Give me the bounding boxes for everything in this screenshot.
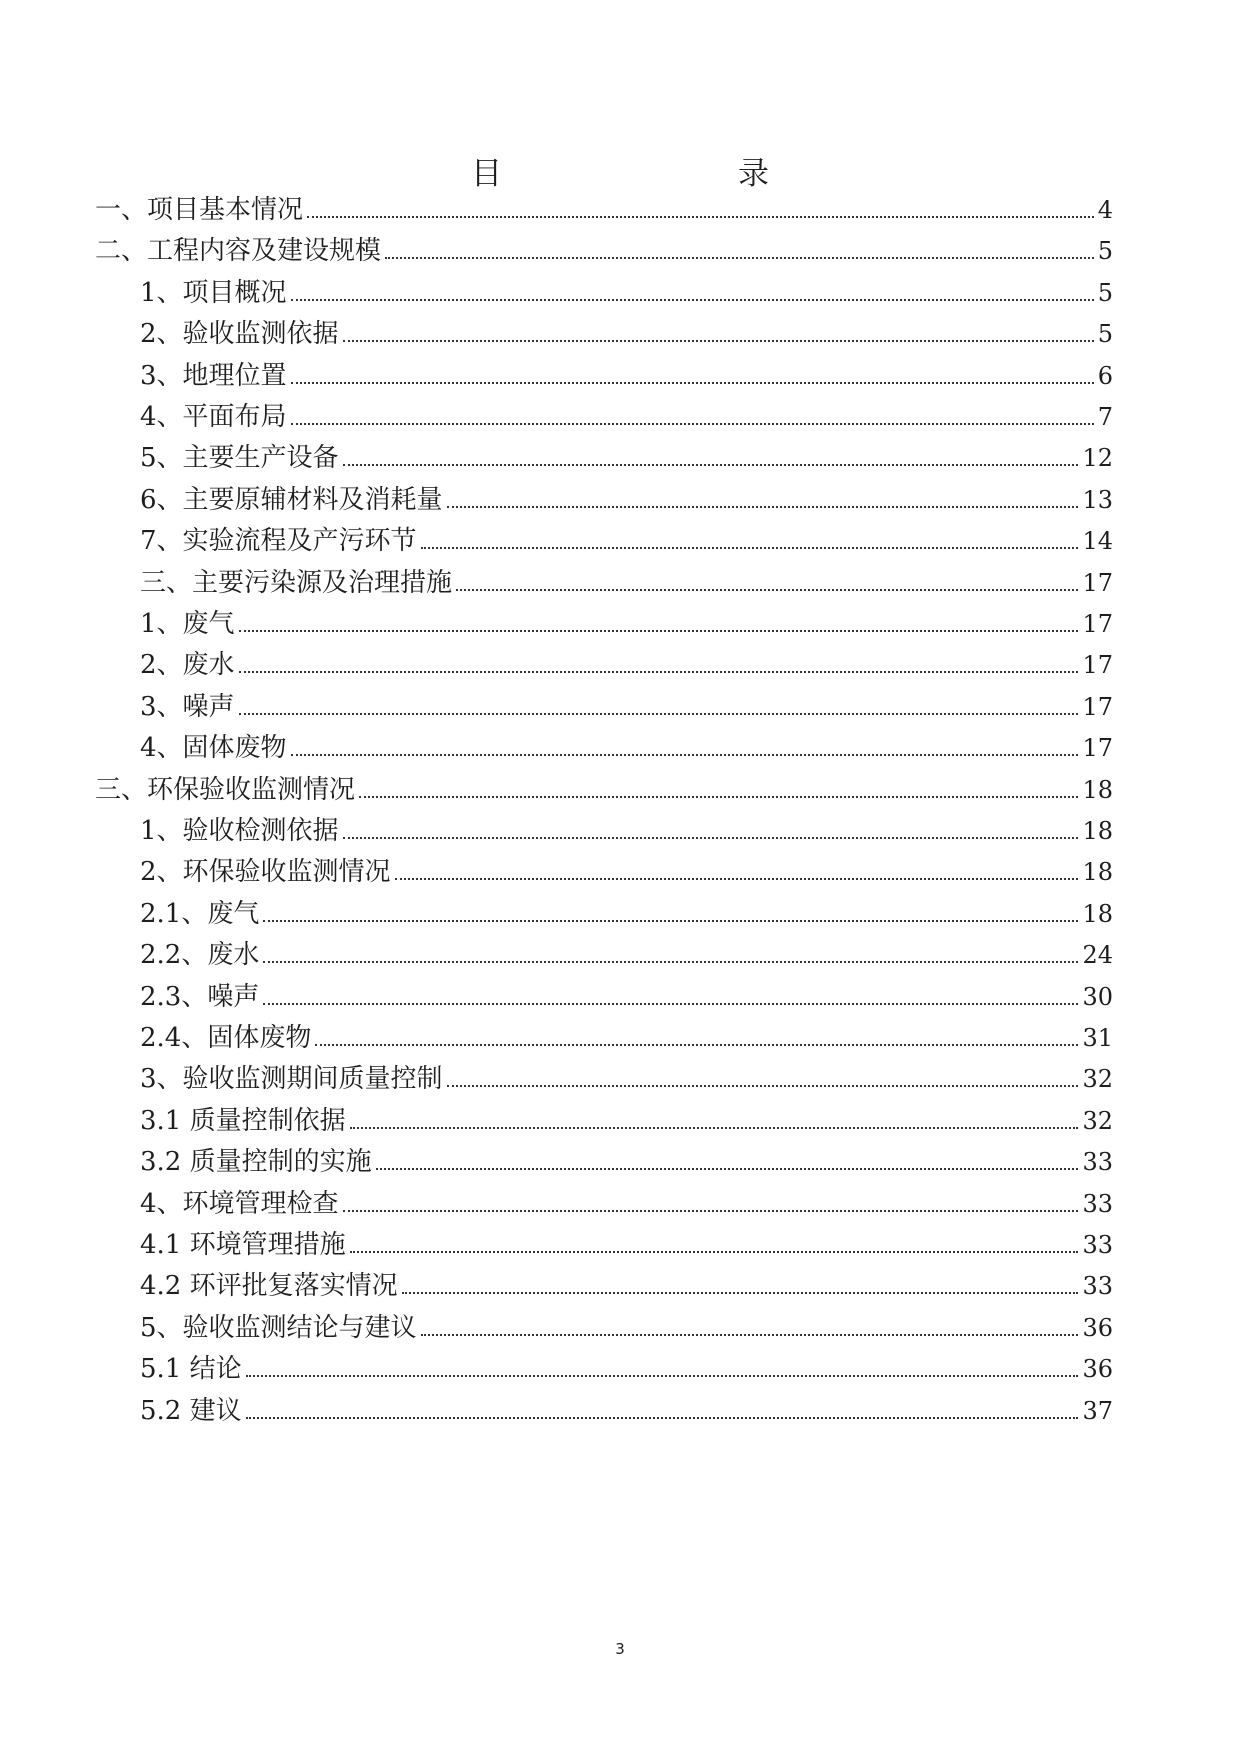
toc-entry[interactable] [140, 1348, 1113, 1384]
toc-entry[interactable] [140, 976, 1113, 1012]
toc-entry[interactable] [140, 520, 1113, 556]
toc-dot-leader [359, 796, 1078, 798]
toc-entry-page: 7 [1097, 403, 1113, 431]
toc-dot-leader [315, 1044, 1078, 1046]
toc-entry-page: 18 [1082, 858, 1113, 887]
toc-entry-label: 5、验收监测结论与建议 [140, 1312, 417, 1343]
toc-entry-label: 2.3、噪声 [140, 981, 260, 1012]
toc-entry-page: 17 [1082, 692, 1113, 721]
toc-dot-leader [343, 340, 1094, 342]
toc-entry-label: 2.2、废水 [140, 940, 260, 971]
toc-entry[interactable] [140, 313, 1113, 349]
toc-dot-leader [421, 1334, 1079, 1336]
toc-dot-leader [263, 961, 1078, 963]
toc-entry[interactable] [140, 272, 1113, 308]
toc-entry-page: 4 [1097, 196, 1113, 224]
toc-entry-label: 三、主要污染源及治理措施 [140, 567, 453, 598]
toc-entry-label: 6、主要原辅材料及消耗量 [140, 484, 443, 515]
toc-entry-label: 二、工程内容及建设规模 [95, 236, 382, 267]
toc-dot-leader [376, 1168, 1079, 1170]
toc-entry-page: 14 [1082, 527, 1113, 556]
toc-entry-page: 18 [1082, 899, 1113, 928]
toc-dot-leader [307, 216, 1094, 218]
toc-entry-label: 3.2 质量控制的实施 [140, 1147, 372, 1178]
toc-entry-page: 18 [1082, 775, 1113, 804]
toc-entry-page: 32 [1082, 1106, 1113, 1135]
toc-entry[interactable] [140, 1390, 1113, 1426]
toc-entry[interactable] [140, 851, 1113, 887]
toc-entry-label: 2.4、固体废物 [140, 1023, 312, 1053]
toc-entry-label: 3、地理位置 [140, 360, 287, 391]
toc-entry[interactable] [140, 355, 1113, 391]
toc-dot-leader [447, 506, 1079, 508]
toc-dot-leader [447, 1085, 1079, 1087]
toc-entry-page: 37 [1082, 1396, 1113, 1425]
toc-entry[interactable] [140, 396, 1113, 432]
toc-dot-leader [239, 630, 1079, 632]
toc-dot-leader [350, 1251, 1079, 1253]
toc-entry-page: 17 [1082, 734, 1113, 763]
toc-entry[interactable] [140, 1141, 1113, 1177]
toc-entry-label: 4.2 环评批复落实情况 [140, 1271, 398, 1302]
toc-entry[interactable] [140, 479, 1113, 515]
toc-entry-page: 5 [1097, 320, 1113, 349]
toc-entry-page: 12 [1082, 444, 1113, 473]
toc-entry[interactable] [140, 893, 1113, 929]
toc-entry[interactable] [95, 189, 1113, 225]
toc-entry[interactable] [140, 1100, 1113, 1136]
toc-dot-leader [291, 423, 1094, 425]
toc-entry-page: 24 [1082, 941, 1113, 970]
toc-entry-label: 4、平面布局 [140, 402, 287, 432]
toc-entry-page: 33 [1082, 1189, 1113, 1218]
toc-entry-page: 36 [1082, 1313, 1113, 1342]
toc-entry-page: 33 [1082, 1231, 1113, 1259]
toc-entry-label: 3、噪声 [140, 691, 235, 722]
toc-entry-label: 2.1、废气 [140, 898, 260, 929]
toc-dot-leader [246, 1417, 1079, 1419]
toc-entry-page: 30 [1082, 982, 1113, 1011]
toc-entry-page: 33 [1082, 1148, 1113, 1177]
toc-entry[interactable] [140, 1183, 1113, 1219]
toc-dot-leader [402, 1292, 1079, 1294]
toc-entry-label: 2、验收监测依据 [140, 319, 339, 350]
toc-dot-leader [291, 382, 1094, 384]
toc-entry-label: 5.2 建议 [140, 1395, 242, 1426]
toc-entry-label: 3、验收监测期间质量控制 [140, 1064, 443, 1095]
toc-entry-page: 17 [1082, 610, 1113, 638]
toc-entry[interactable] [140, 437, 1113, 473]
toc-entry-label: 三、环保验收监测情况 [95, 774, 356, 805]
toc-entry[interactable] [140, 562, 1113, 598]
toc-title: 目 录 [471, 156, 827, 192]
toc-entry[interactable] [95, 769, 1113, 805]
toc-entry[interactable] [140, 1265, 1113, 1301]
toc-entry-page: 5 [1097, 278, 1113, 307]
toc-dot-leader [456, 589, 1078, 591]
toc-entry[interactable] [95, 230, 1113, 266]
toc-entry-label: 一、项目基本情况 [95, 195, 304, 225]
toc-entry-label: 2、废水 [140, 650, 235, 681]
toc-dot-leader [343, 837, 1079, 839]
toc-entry[interactable] [140, 1017, 1113, 1053]
toc-entry[interactable] [140, 603, 1113, 639]
toc-entry[interactable] [140, 1058, 1113, 1094]
toc-entry-page: 13 [1082, 485, 1113, 514]
toc-entry[interactable] [140, 1224, 1113, 1260]
toc-entry-label: 1、验收检测依据 [140, 816, 339, 846]
toc-entry-label: 1、废气 [140, 609, 235, 639]
toc-entry-label: 7、实验流程及产污环节 [140, 526, 417, 557]
toc-entry-page: 36 [1082, 1355, 1113, 1384]
toc-dot-leader [291, 754, 1079, 756]
page-number: 3 [615, 1640, 625, 1658]
toc-entry-label: 1、项目概况 [140, 277, 287, 308]
toc-dot-leader [263, 920, 1078, 922]
toc-entry[interactable] [140, 1307, 1113, 1343]
toc-dot-leader [385, 257, 1094, 259]
toc-dot-leader [246, 1375, 1079, 1377]
toc-dot-leader [239, 671, 1079, 673]
toc-dot-leader [343, 1210, 1079, 1212]
toc-entry-page: 6 [1097, 361, 1113, 390]
toc-entry-label: 4.1 环境管理措施 [140, 1230, 346, 1260]
toc-entry-page: 33 [1082, 1272, 1113, 1301]
toc-dot-leader [350, 1127, 1079, 1129]
toc-dot-leader [263, 1003, 1078, 1005]
toc-entry[interactable] [140, 644, 1113, 680]
toc-entry-label: 3.1 质量控制依据 [140, 1105, 346, 1136]
toc-entry-label: 4、固体废物 [140, 733, 287, 764]
toc-dot-leader [343, 464, 1079, 466]
toc-entry[interactable] [140, 727, 1113, 763]
toc-dot-leader [395, 878, 1079, 880]
toc-entry-page: 18 [1082, 817, 1113, 845]
toc-dot-leader [239, 713, 1079, 715]
toc-entry[interactable] [140, 934, 1113, 970]
toc-entry-page: 17 [1082, 651, 1113, 680]
toc-entry[interactable] [140, 686, 1113, 722]
toc-entry[interactable] [140, 810, 1113, 846]
toc-entry-page: 31 [1082, 1024, 1113, 1052]
toc-entry-label: 2、环保验收监测情况 [140, 857, 391, 888]
toc-dot-leader [421, 547, 1079, 549]
toc-dot-leader [291, 299, 1094, 301]
toc-entry-page: 32 [1082, 1065, 1113, 1094]
toc-entry-label: 5.1 结论 [140, 1354, 242, 1385]
toc-entry-label: 5、主要生产设备 [140, 443, 339, 474]
toc-entry-page: 5 [1097, 237, 1113, 266]
toc-entry-page: 17 [1082, 568, 1113, 597]
toc-entry-label: 4、环境管理检查 [140, 1188, 339, 1219]
